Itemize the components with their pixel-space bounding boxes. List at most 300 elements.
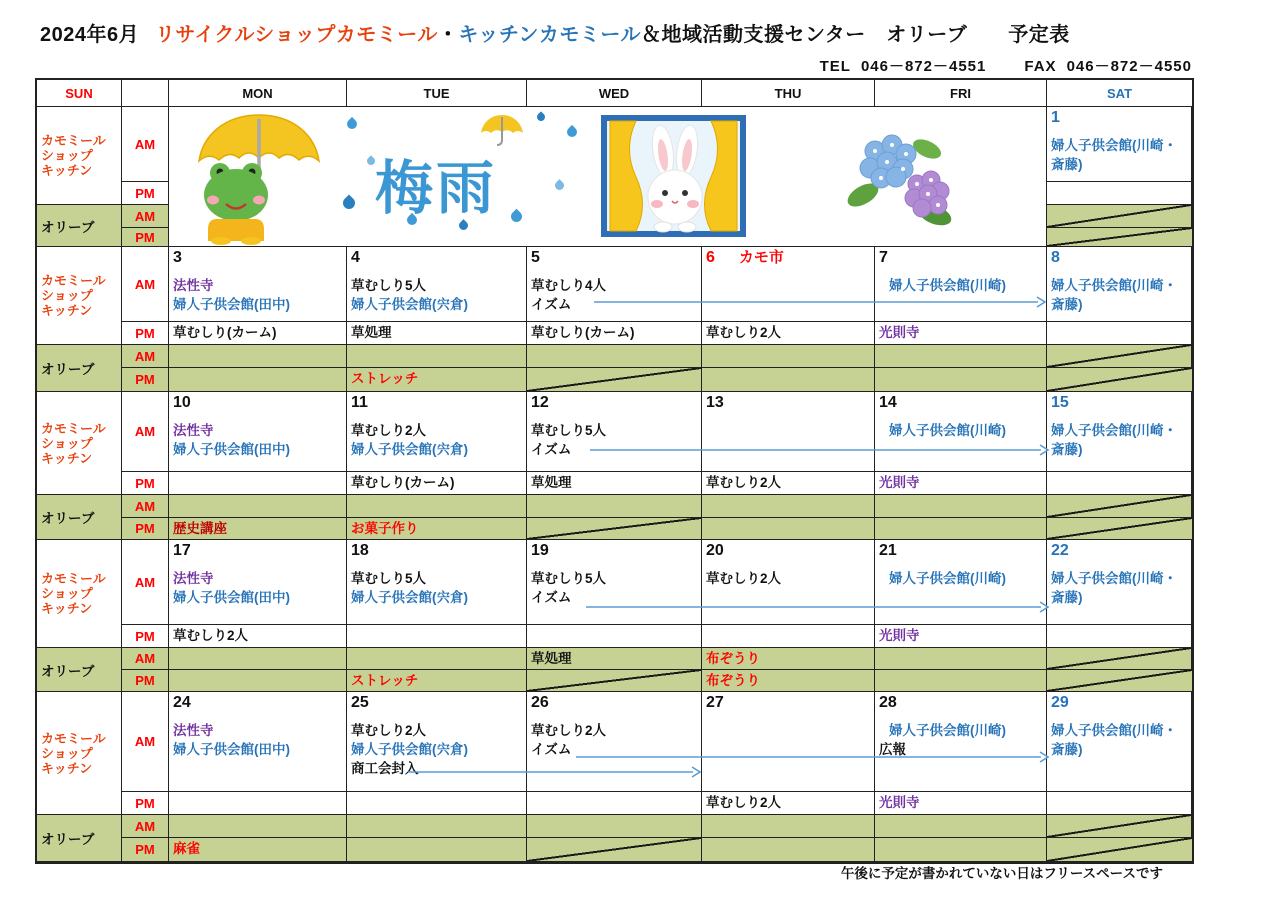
schedule-entry: 草むしり(カーム): [173, 325, 277, 340]
schedule-entry: 布ぞうり: [706, 651, 760, 666]
date-number: 26: [531, 694, 549, 711]
pm-row-label: PM: [122, 792, 169, 815]
date-number: 5: [531, 249, 540, 266]
cell-jun18-pm: [347, 625, 527, 648]
am-entries: [1051, 276, 1187, 314]
cell-jun4-olive-pm: [347, 368, 527, 392]
cell-jun6-am: [702, 247, 875, 322]
cell-jun18-olive-pm: [347, 670, 527, 692]
am-entries: [531, 276, 697, 314]
cell-jun1-am: [1047, 107, 1192, 182]
date-number-line: [879, 693, 1042, 713]
cell-jun24-am: [169, 692, 347, 792]
title-separator-dot: ・: [437, 24, 459, 46]
cell-jun18-olive-am: [347, 648, 527, 670]
olive-am-row-label: AM: [122, 205, 169, 228]
cell-jun7-olive-am: [875, 345, 1047, 368]
olive-pm-row-label: PM: [122, 670, 169, 692]
cell-jun3-pm: [169, 322, 347, 345]
date-number-line: [879, 393, 1042, 413]
date-number: 10: [173, 394, 191, 411]
cell-jun1-olive-pm: [1047, 228, 1192, 247]
am-row-label: AM: [122, 107, 169, 182]
cell-jun1-olive-am: [1047, 205, 1192, 228]
cell-jun10-pm: [169, 472, 347, 495]
cell-jun21-pm: [875, 625, 1047, 648]
olive-am-row-label: AM: [122, 345, 169, 368]
group-label-olive: オリーブ: [37, 205, 122, 247]
schedule-entry: 婦人子供会館(宍倉): [351, 442, 468, 457]
date-number-line: [1051, 693, 1187, 713]
date-number-line: [1051, 108, 1187, 128]
olive-pm-row-label: PM: [122, 228, 169, 247]
schedule-entry: 光則寺: [879, 795, 920, 810]
cell-jun27-olive-pm: [702, 838, 875, 862]
cell-jun13-olive-am: [702, 495, 875, 518]
cell-jun5-am: [527, 247, 702, 322]
date-number-line: [173, 248, 342, 268]
schedule-entry: 草処理: [531, 475, 572, 490]
raindrop-icon: [553, 179, 566, 192]
schedule-entry: 草むしり2人: [706, 475, 782, 490]
schedule-entry: 婦人子供会館(川崎・斎藤): [1051, 278, 1177, 312]
schedule-entry: 婦人子供会館(川崎): [889, 571, 1006, 586]
date-number-line: [1051, 248, 1187, 268]
am-entries: [351, 721, 522, 778]
cell-jun13-pm: [702, 472, 875, 495]
cell-jun11-olive-am: [347, 495, 527, 518]
cell-jun8-olive-am: [1047, 345, 1192, 368]
schedule-entry: 草むしり(カーム): [351, 475, 455, 490]
group-label-line: キッチン: [41, 163, 93, 178]
cell-jun28-olive-am: [875, 815, 1047, 838]
cell-jun28-olive-pm: [875, 838, 1047, 862]
schedule-entry: 婦人子供会館(川崎): [889, 278, 1006, 293]
am-entries: [351, 569, 522, 607]
cell-jun17-am: [169, 540, 347, 625]
cell-jun6-pm: [702, 322, 875, 345]
schedule-entry: 草むしり2人: [351, 723, 427, 738]
schedule-table: [35, 78, 1194, 864]
olive-am-row-label: AM: [122, 648, 169, 670]
am-row-label: AM: [122, 392, 169, 472]
date-number-line: [351, 541, 522, 561]
cell-jun10-am: [169, 392, 347, 472]
tel-number: 046－872－4551: [860, 58, 987, 75]
date-number: 18: [351, 542, 369, 559]
raindrop-icon: [341, 195, 358, 212]
date-number: 7: [879, 249, 888, 266]
am-entries: [173, 421, 342, 459]
schedule-entry: 草処理: [351, 325, 392, 340]
schedule-entry: 法性寺: [173, 423, 214, 438]
week-band-3: [37, 392, 1192, 540]
date-number: 19: [531, 542, 549, 559]
page-title: [40, 18, 1070, 47]
week-band-2: [37, 247, 1192, 392]
raindrop-icon: [535, 111, 546, 122]
group-label-line: キッチン: [41, 760, 93, 776]
cell-jun26-olive-am: [527, 815, 702, 838]
raindrop-icon: [509, 209, 525, 225]
am-entries: [531, 721, 697, 759]
schedule-entry: 歴史講座: [173, 521, 227, 536]
cell-jun13-olive-pm: [702, 518, 875, 540]
date-number-line: [173, 393, 342, 413]
cell-jun25-am: [347, 692, 527, 792]
cell-jun7-olive-pm: [875, 368, 1047, 392]
date-number: 17: [173, 542, 191, 559]
weekday-header-sun: SUN: [37, 80, 122, 107]
date-number: 6: [706, 249, 715, 266]
weekday-header-mon: MON: [169, 80, 347, 107]
cell-jun11-am: [347, 392, 527, 472]
schedule-entry: 婦人子供会館(川崎): [889, 723, 1006, 738]
group-label-chamomile: [37, 692, 122, 815]
date-number-line: [531, 393, 697, 413]
contact-line: [35, 55, 1192, 76]
pm-row-label: PM: [122, 182, 169, 205]
week-band-4: [37, 540, 1192, 692]
group-label-line: キッチン: [41, 450, 93, 466]
schedule-entry: イズム: [531, 297, 572, 312]
am-entries: [1051, 421, 1187, 459]
pm-row-label: PM: [122, 472, 169, 495]
group-label-line: キッチン: [41, 303, 93, 318]
cell-jun5-olive-pm: [527, 368, 702, 392]
cell-jun5-pm: [527, 322, 702, 345]
small-umbrella-icon: [479, 113, 525, 147]
group-label-line: カモミール: [41, 273, 106, 288]
group-label-olive: オリーブ: [37, 495, 122, 540]
date-number-line: [1051, 541, 1187, 561]
frog-umbrella-illustration: [179, 111, 329, 245]
schedule-entry: イズム: [531, 442, 572, 457]
date-number: 8: [1051, 249, 1060, 266]
am-entries: [706, 569, 870, 588]
cell-jun14-pm: [875, 472, 1047, 495]
date-number-line: [531, 248, 697, 268]
group-label-line: ショップ: [41, 745, 93, 761]
schedule-entry: 光則寺: [879, 475, 920, 490]
cell-jun3-am: [169, 247, 347, 322]
fax-number: 046－872－4550: [1066, 58, 1192, 75]
am-entries: [1051, 136, 1187, 174]
date-number: 21: [879, 542, 897, 559]
cell-jun22-olive-pm: [1047, 670, 1192, 692]
schedule-entry: 婦人子供会館(川崎・斎藤): [1051, 138, 1177, 172]
rainy-season-illustration: [341, 111, 591, 243]
date-number-line: [173, 541, 342, 561]
cell-jun24-pm: [169, 792, 347, 815]
cell-jun17-olive-pm: [169, 670, 347, 692]
title-kitchen-shop: キッチンカモミール: [458, 24, 642, 46]
title-rest: ＆地域活動支援センター オリーブ 予定表: [641, 24, 1070, 46]
hydrangea-illustration: [837, 121, 957, 233]
cell-jun25-olive-pm: [347, 838, 527, 862]
cell-jun14-am: [875, 392, 1047, 472]
schedule-entry: 婦人子供会館(宍倉): [351, 297, 468, 312]
date-number: 4: [351, 249, 360, 266]
am-entries: [879, 276, 1042, 295]
schedule-entry: 光則寺: [879, 628, 920, 643]
am-entries: [351, 276, 522, 314]
cell-jun14-olive-am: [875, 495, 1047, 518]
cell-jun10-olive-am: [169, 495, 347, 518]
cell-jun29-pm: [1047, 792, 1192, 815]
cell-jun19-olive-am: [527, 648, 702, 670]
cell-jun15-pm: [1047, 472, 1192, 495]
schedule-entry: ストレッチ: [351, 371, 419, 386]
schedule-entry: イズム: [531, 590, 572, 605]
schedule-entry: 婦人子供会館(川崎・斎藤): [1051, 723, 1177, 757]
cell-jun15-olive-pm: [1047, 518, 1192, 540]
date-number: 28: [879, 694, 897, 711]
am-row-label: AM: [122, 540, 169, 625]
schedule-entry: 草むしり5人: [351, 571, 427, 586]
cell-jun22-am: [1047, 540, 1192, 625]
week-band-5: [37, 692, 1192, 862]
cell-jun10-olive-pm: [169, 518, 347, 540]
date-number-line: [879, 248, 1042, 268]
cell-jun29-am: [1047, 692, 1192, 792]
weekday-header-wed: WED: [527, 80, 702, 107]
schedule-entry: 草むしり2人: [351, 423, 427, 438]
cell-jun20-am: [702, 540, 875, 625]
cell-jun6-olive-am: [702, 345, 875, 368]
weekday-header-row: [37, 80, 1192, 107]
cell-jun24-olive-am: [169, 815, 347, 838]
cell-jun1-pm: [1047, 182, 1192, 205]
cell-jun8-pm: [1047, 322, 1192, 345]
date-number: 12: [531, 394, 549, 411]
rainy-season-kanji: 梅雨: [375, 156, 498, 221]
am-entries: [531, 421, 697, 459]
title-year-month: 2024年6月: [40, 24, 140, 46]
date-number-line: [1051, 393, 1187, 413]
date-number: 11: [351, 394, 368, 411]
cell-jun11-pm: [347, 472, 527, 495]
pm-row-label: PM: [122, 322, 169, 345]
schedule-entry: 法性寺: [173, 571, 214, 586]
weekday-header-tue: TUE: [347, 80, 527, 107]
cell-jun25-olive-am: [347, 815, 527, 838]
cell-jun15-am: [1047, 392, 1192, 472]
cell-jun29-olive-am: [1047, 815, 1192, 838]
schedule-entry: 草むしり2人: [706, 571, 782, 586]
am-entries: [879, 569, 1042, 588]
cell-jun6-olive-pm: [702, 368, 875, 392]
cell-jun4-pm: [347, 322, 527, 345]
date-event-label: カモ市: [738, 249, 784, 266]
cell-jun7-am: [875, 247, 1047, 322]
date-number: 25: [351, 694, 369, 711]
schedule-entry: ストレッチ: [351, 673, 419, 688]
cell-jun7-pm: [875, 322, 1047, 345]
schedule-entry: 草むしり2人: [531, 723, 607, 738]
group-label-line: カモミール: [41, 730, 106, 746]
cell-jun8-olive-pm: [1047, 368, 1192, 392]
schedule-entry: 布ぞうり: [706, 673, 760, 688]
schedule-entry: 草むしり2人: [173, 628, 249, 643]
date-number-line: [531, 541, 697, 561]
am-entries: [1051, 721, 1187, 759]
fax-label: FAX: [1024, 58, 1057, 75]
schedule-entry: 商工会封入: [351, 761, 419, 776]
schedule-entry: 婦人子供会館(田中): [173, 590, 290, 605]
cell-jun19-am: [527, 540, 702, 625]
schedule-entry: 婦人子供会館(川崎・斎藤): [1051, 571, 1177, 605]
group-label-chamomile: [37, 540, 122, 648]
olive-pm-row-label: PM: [122, 838, 169, 862]
date-number: 27: [706, 694, 724, 711]
cell-jun4-am: [347, 247, 527, 322]
cell-jun15-olive-am: [1047, 495, 1192, 518]
am-entries: [351, 421, 522, 459]
schedule-entry: 麻雀: [173, 841, 200, 856]
am-entries: [173, 721, 342, 759]
group-label-chamomile: [37, 392, 122, 495]
date-number-line: [879, 541, 1042, 561]
schedule-entry: 婦人子供会館(川崎・斎藤): [1051, 423, 1177, 457]
olive-pm-row-label: PM: [122, 368, 169, 392]
am-entries: [879, 721, 1042, 759]
weekday-header-thu: THU: [702, 80, 875, 107]
group-label-line: カモミール: [41, 133, 106, 148]
date-number-line: [706, 393, 870, 413]
cell-jun18-am: [347, 540, 527, 625]
rabbit-window-illustration: [601, 115, 746, 237]
group-label-line: ショップ: [41, 148, 93, 163]
schedule-entry: 草むしり(カーム): [531, 325, 635, 340]
cell-jun3-olive-pm: [169, 368, 347, 392]
cell-jun20-pm: [702, 625, 875, 648]
schedule-entry: イズム: [531, 742, 572, 757]
date-number: 24: [173, 694, 191, 711]
date-number: 1: [1051, 109, 1060, 126]
date-number: 20: [706, 542, 724, 559]
date-number-line: [706, 541, 870, 561]
group-label-olive: オリーブ: [37, 345, 122, 392]
date-number: 14: [879, 394, 897, 411]
cell-jun21-olive-am: [875, 648, 1047, 670]
olive-am-row-label: AM: [122, 815, 169, 838]
date-number-line: [351, 693, 522, 713]
group-label-line: カモミール: [41, 571, 106, 586]
schedule-entry: 光則寺: [879, 325, 920, 340]
cell-jun8-am: [1047, 247, 1192, 322]
date-number: 3: [173, 249, 182, 266]
seasonal-illustration-area: [169, 107, 1047, 247]
cell-jun21-olive-pm: [875, 670, 1047, 692]
cell-jun28-am: [875, 692, 1047, 792]
group-label-line: ショップ: [41, 435, 93, 451]
schedule-entry: 婦人子供会館(田中): [173, 442, 290, 457]
schedule-entry: 婦人子供会館(田中): [173, 297, 290, 312]
schedule-entry: 草むしり2人: [706, 795, 782, 810]
schedule-entry: 婦人子供会館(田中): [173, 742, 290, 757]
group-label-chamomile: [37, 247, 122, 345]
group-label-olive: オリーブ: [37, 648, 122, 692]
cell-jun27-am: [702, 692, 875, 792]
group-label-line: ショップ: [41, 288, 93, 303]
group-label-line: ショップ: [41, 586, 93, 601]
am-entries: [173, 276, 342, 314]
date-number: 13: [706, 394, 724, 411]
cell-jun17-olive-am: [169, 648, 347, 670]
cell-jun19-olive-pm: [527, 670, 702, 692]
schedule-entry: 草むしり5人: [531, 423, 607, 438]
schedule-entry: 草処理: [531, 651, 572, 666]
cell-jun28-pm: [875, 792, 1047, 815]
schedule-entry: 婦人子供会館(宍倉): [351, 742, 468, 757]
raindrop-icon: [565, 125, 579, 139]
schedule-entry: 婦人子供会館(川崎): [889, 423, 1006, 438]
schedule-entry: 草むしり5人: [351, 278, 427, 293]
cell-jun20-olive-am: [702, 648, 875, 670]
cell-jun12-am: [527, 392, 702, 472]
group-label-line: キッチン: [41, 601, 93, 616]
cell-jun12-pm: [527, 472, 702, 495]
cell-jun27-pm: [702, 792, 875, 815]
cell-jun12-olive-pm: [527, 518, 702, 540]
schedule-entry: 草むしり5人: [531, 571, 607, 586]
cell-jun25-pm: [347, 792, 527, 815]
footer-note: 午後に予定が書かれていない日はフリースペースです: [840, 866, 1163, 881]
seasonal-illustrations: [169, 107, 1046, 246]
schedule-entry: 草むしり2人: [706, 325, 782, 340]
weekday-header-fri: FRI: [875, 80, 1047, 107]
schedule-entry: 広報: [879, 742, 906, 757]
am-entries: [173, 569, 342, 607]
date-number-line: [351, 248, 522, 268]
group-label-olive: オリーブ: [37, 815, 122, 862]
group-label-line: カモミール: [41, 420, 106, 436]
cell-jun26-am: [527, 692, 702, 792]
cell-jun5-olive-am: [527, 345, 702, 368]
cell-jun29-olive-pm: [1047, 838, 1192, 862]
am-row-label: AM: [122, 247, 169, 322]
cell-jun11-olive-pm: [347, 518, 527, 540]
cell-jun26-olive-pm: [527, 838, 702, 862]
week-band-1: [37, 107, 1192, 247]
raindrop-icon: [345, 117, 359, 131]
cell-jun3-olive-am: [169, 345, 347, 368]
schedule-entry: 婦人子供会館(宍倉): [351, 590, 468, 605]
date-number: 22: [1051, 542, 1069, 559]
cell-jun26-pm: [527, 792, 702, 815]
am-entries: [1051, 569, 1187, 607]
cell-jun13-am: [702, 392, 875, 472]
schedule-entry: お菓子作り: [351, 521, 419, 536]
cell-jun22-olive-am: [1047, 648, 1192, 670]
weekday-header-sat: SAT: [1047, 80, 1192, 107]
date-number-line: [173, 693, 342, 713]
schedule-entry: 法性寺: [173, 278, 214, 293]
schedule-entry: 法性寺: [173, 723, 214, 738]
am-row-label: AM: [122, 692, 169, 792]
am-entries: [531, 569, 697, 607]
date-number-line: [531, 693, 697, 713]
tel-label: TEL: [819, 58, 851, 75]
cell-jun21-am: [875, 540, 1047, 625]
olive-am-row-label: AM: [122, 495, 169, 518]
date-number: 15: [1051, 394, 1069, 411]
cell-jun20-olive-pm: [702, 670, 875, 692]
cell-jun14-olive-pm: [875, 518, 1047, 540]
schedule-entry: 草むしり4人: [531, 278, 607, 293]
am-entries: [879, 421, 1042, 440]
